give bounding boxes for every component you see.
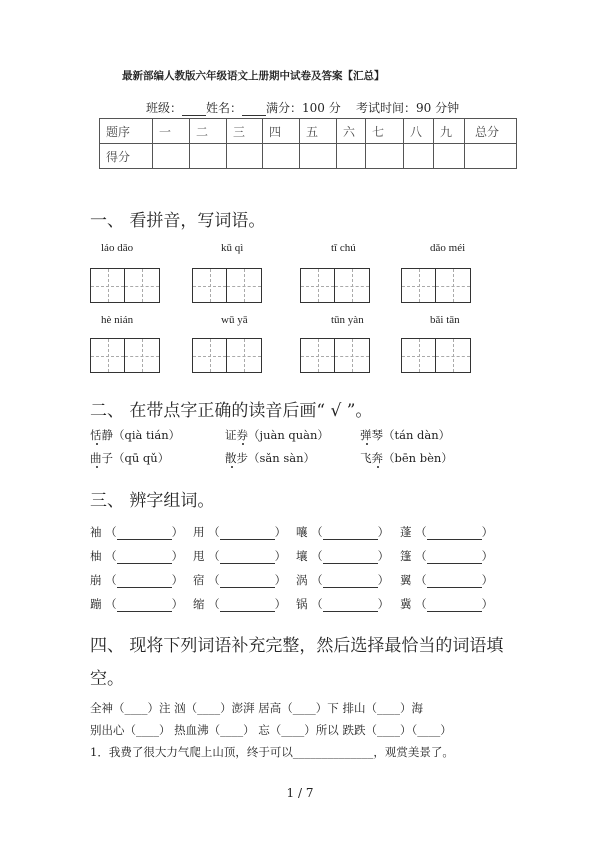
- word-group-item[interactable]: [193, 596, 286, 612]
- char: 缩: [193, 597, 205, 611]
- answer-blank[interactable]: （ ）: [204, 549, 287, 563]
- score-cell[interactable]: [366, 144, 404, 169]
- header-cell: 三: [227, 119, 263, 144]
- score-table: [99, 118, 517, 169]
- char: 甩: [193, 549, 205, 563]
- dotted-char: 券: [236, 428, 248, 442]
- word-group-item[interactable]: [90, 524, 183, 540]
- pinyin: dǎo méi: [430, 242, 466, 254]
- writing-grid[interactable]: [300, 268, 370, 303]
- pinyin: bǎi tān: [430, 314, 460, 326]
- exam-title: 最新部编人教版六年级语文上册期中试卷及答案【汇总】: [122, 70, 385, 82]
- score-cell[interactable]: [263, 144, 300, 169]
- section-2-heading: 二、 在带点字正确的读音后画“ √ ”。: [90, 401, 373, 421]
- reading-item[interactable]: [90, 450, 169, 466]
- header-cell: 二: [190, 119, 227, 144]
- class-blank[interactable]: [182, 103, 206, 116]
- score-cell[interactable]: [434, 144, 465, 169]
- answer-blank[interactable]: （ ）: [101, 597, 184, 611]
- char: 蹦: [90, 597, 102, 611]
- item-text: 飞: [360, 451, 372, 465]
- answer-blank[interactable]: （ ）: [101, 525, 184, 539]
- score-cell[interactable]: [190, 144, 227, 169]
- char: 嚷: [296, 525, 308, 539]
- section-4-heading-cont: 空。: [90, 669, 124, 689]
- word-group-item[interactable]: [296, 572, 389, 588]
- header-cell: 九: [434, 119, 465, 144]
- writing-grid[interactable]: [192, 268, 262, 303]
- name-blank[interactable]: [242, 103, 266, 116]
- word-group-item[interactable]: [400, 572, 493, 588]
- answer-blank[interactable]: （ ）: [101, 573, 184, 587]
- pinyin: wū yā: [221, 314, 248, 326]
- answer-blank[interactable]: （ ）: [204, 597, 287, 611]
- exam-time: 考试时间：90 分钟: [356, 101, 460, 115]
- word-group-item[interactable]: [296, 548, 389, 564]
- dotted-char: 恬: [90, 428, 102, 442]
- exam-info: [146, 99, 459, 116]
- pinyin: kū qì: [221, 242, 244, 254]
- header-cell: 题序: [100, 119, 153, 144]
- item-text: （bēn bèn）: [383, 451, 453, 465]
- char: 蓬: [400, 525, 412, 539]
- answer-blank[interactable]: （ ）: [204, 573, 287, 587]
- answer-blank[interactable]: （ ）: [307, 597, 390, 611]
- score-row: [100, 144, 517, 169]
- dotted-char: 曲: [90, 451, 102, 465]
- item-text: 子（qū qǔ）: [101, 451, 170, 465]
- score-header-row: [100, 119, 517, 144]
- char: 壤: [296, 549, 308, 563]
- header-cell: 四: [263, 119, 300, 144]
- word-group-item[interactable]: [400, 524, 493, 540]
- char: 冀: [400, 597, 412, 611]
- reading-item[interactable]: [360, 450, 453, 466]
- word-group-item[interactable]: [400, 596, 493, 612]
- item-text: 步（sǎn sàn）: [236, 451, 315, 465]
- header-cell: 五: [300, 119, 337, 144]
- question-1[interactable]: 1．我费了很大力气爬上山顶，终于可以______________，观赏美景了。: [90, 745, 454, 759]
- score-cell[interactable]: [465, 144, 517, 169]
- word-group-item[interactable]: [296, 524, 389, 540]
- score-cell[interactable]: [300, 144, 337, 169]
- char: 翼: [400, 573, 412, 587]
- header-cell: 六: [337, 119, 366, 144]
- header-cell: 一: [153, 119, 190, 144]
- word-group-item[interactable]: [400, 548, 493, 564]
- char: 宿: [193, 573, 205, 587]
- char: 篷: [400, 549, 412, 563]
- score-cell[interactable]: [153, 144, 190, 169]
- name-label: 姓名：: [206, 101, 243, 115]
- header-cell: 总分: [465, 119, 517, 144]
- answer-blank[interactable]: （ ）: [411, 525, 494, 539]
- reading-item[interactable]: [225, 450, 315, 466]
- score-cell[interactable]: [337, 144, 366, 169]
- writing-grid[interactable]: [401, 338, 471, 373]
- pinyin: tūn yàn: [331, 314, 364, 326]
- writing-grid[interactable]: [300, 338, 370, 373]
- char: 柚: [90, 549, 102, 563]
- item-text: 琴（tán dàn）: [371, 428, 451, 442]
- answer-blank[interactable]: （ ）: [101, 549, 184, 563]
- answer-blank[interactable]: （ ）: [411, 549, 494, 563]
- section-3-heading: 三、 辨字组词。: [90, 491, 215, 511]
- reading-item[interactable]: [360, 427, 450, 443]
- pinyin: hè nián: [101, 314, 134, 326]
- reading-item[interactable]: [90, 427, 180, 443]
- char: 涡: [296, 573, 308, 587]
- char: 崩: [90, 573, 102, 587]
- answer-blank[interactable]: （ ）: [411, 597, 494, 611]
- dotted-char: 弹: [360, 428, 372, 442]
- score-cell[interactable]: [404, 144, 434, 169]
- writing-grid[interactable]: [192, 338, 262, 373]
- idiom-line-1[interactable]: 全神（____）注 汹（____）澎湃 居高（____）下 排山（____）海: [90, 701, 423, 715]
- answer-blank[interactable]: （ ）: [307, 549, 390, 563]
- pinyin: tī chú: [331, 242, 356, 254]
- header-cell: 七: [366, 119, 404, 144]
- idiom-line-2[interactable]: 别出心（____） 热血沸（____） 忘（____）所以 跌跌（____）（____）: [90, 723, 452, 737]
- char: 锅: [296, 597, 308, 611]
- score-row-label: 得分: [100, 144, 153, 169]
- word-group-item[interactable]: [296, 596, 389, 612]
- full-score: 满分：100 分: [266, 101, 341, 115]
- word-group-item[interactable]: [90, 572, 183, 588]
- word-group-item[interactable]: [193, 548, 286, 564]
- item-text: 证: [225, 428, 237, 442]
- writing-grid[interactable]: [90, 268, 160, 303]
- page-number: 1 / 7: [286, 786, 314, 800]
- answer-blank[interactable]: （ ）: [411, 573, 494, 587]
- answer-blank[interactable]: （ ）: [307, 573, 390, 587]
- score-cell[interactable]: [227, 144, 263, 169]
- header-cell: 八: [404, 119, 434, 144]
- dotted-char: 散: [225, 451, 237, 465]
- writing-grid[interactable]: [90, 338, 160, 373]
- section-4-heading: 四、 现将下列词语补充完整，然后选择最恰当的词语填: [90, 636, 504, 656]
- reading-item[interactable]: [225, 427, 329, 443]
- pinyin: láo dāo: [101, 242, 134, 254]
- dotted-char: 奔: [371, 451, 383, 465]
- word-group-item[interactable]: [193, 572, 286, 588]
- char: 用: [193, 525, 205, 539]
- word-group-item[interactable]: [90, 596, 183, 612]
- item-text: 静（qià tián）: [101, 428, 181, 442]
- char: 袖: [90, 525, 102, 539]
- item-text: （juàn quàn）: [248, 428, 329, 442]
- answer-blank[interactable]: （ ）: [204, 525, 287, 539]
- word-group-item[interactable]: [193, 524, 286, 540]
- writing-grid[interactable]: [401, 268, 471, 303]
- class-label: 班级：: [146, 101, 183, 115]
- word-group-item[interactable]: [90, 548, 183, 564]
- answer-blank[interactable]: （ ）: [307, 525, 390, 539]
- section-1-heading: 一、 看拼音，写词语。: [90, 211, 266, 231]
